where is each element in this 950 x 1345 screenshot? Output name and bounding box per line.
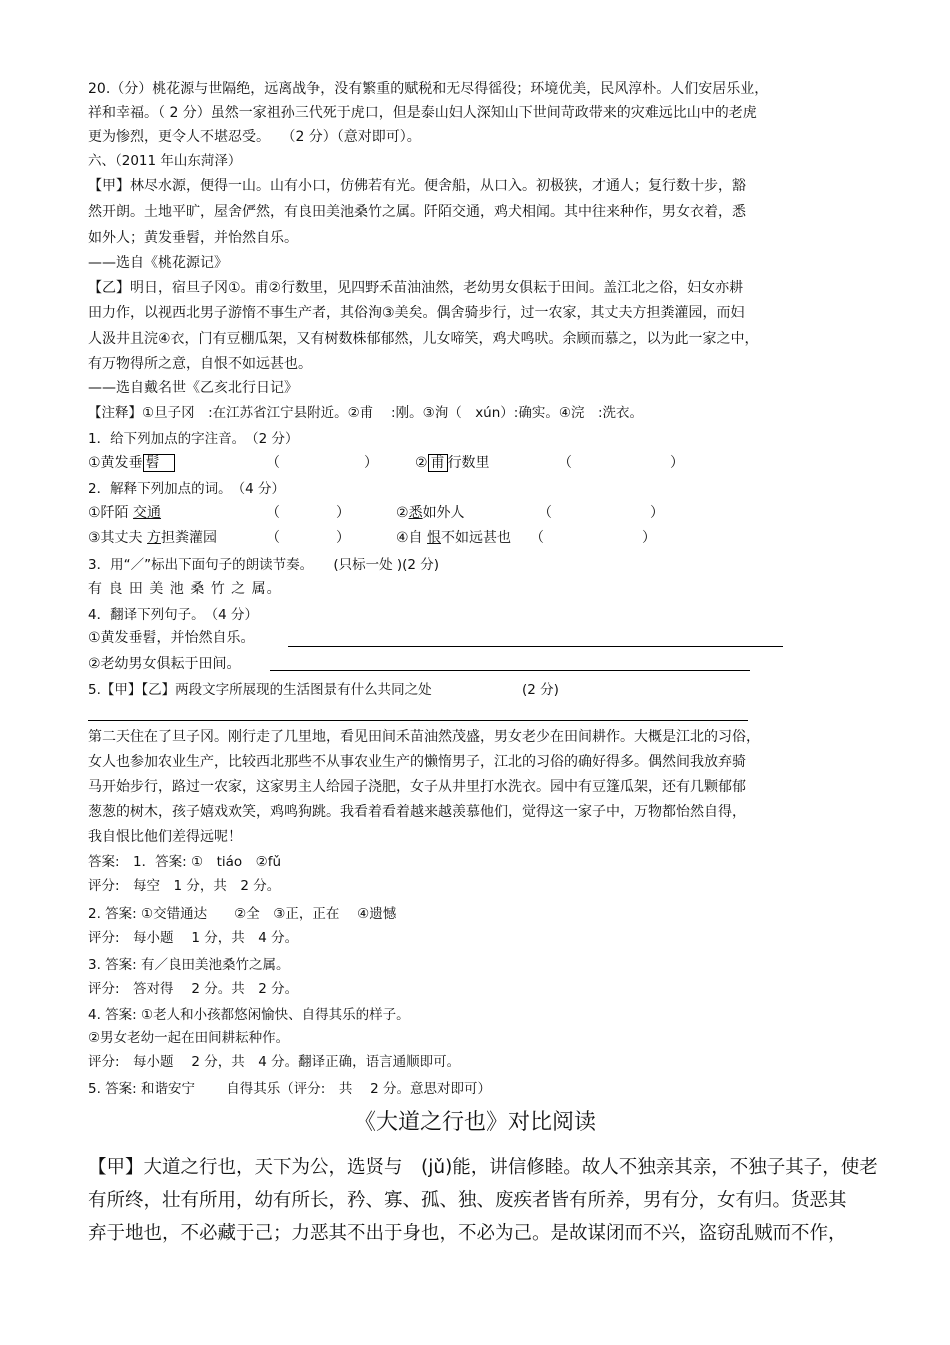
q2-b-prefix: ② — [396, 505, 409, 521]
dadao-line: 【甲】大道之行也，天下为公，选贤与 (jǔ)能，讲信修睦。故人不独亲其亲，不独子其子，使老 — [88, 1157, 878, 1178]
q2-d-answer-blank[interactable]: （ ） — [530, 530, 656, 546]
yi-source: ——选自戴名世《乙亥北行日记》 — [88, 380, 298, 396]
answer-line: 答案: 1．答案: ① tiáo ②fǔ — [88, 854, 282, 870]
answer-line: 3. 答案: 有／良田美池桑竹之属。 — [88, 957, 290, 973]
q1-a-answer-blank[interactable]: （ ） — [266, 455, 378, 471]
q1-item-b — [415, 454, 490, 472]
q3-stem: 3．用“／”标出下面句子的朗读节奏。 (只标一处 )(2 分) — [88, 557, 440, 573]
translation-line: 第二天住在了旦子冈。刚行走了几里地，看见田间禾苗油然茂盛，男女老少在田间耕作。大概是江北的习俗， — [88, 729, 760, 745]
section-heading: 六、（2011 年山东菏泽） — [88, 153, 242, 169]
annotation-note: 【注释】①旦子冈 :在江苏省江宁县附近。②甫 :刚。③洵（ xún）:确实。④浣 :洗衣。 — [88, 405, 643, 421]
q1-b-prefix: ② — [415, 455, 428, 471]
q2-b-answer-blank[interactable]: （ ） — [538, 505, 664, 521]
q1-b-char: 甫 — [428, 454, 448, 472]
q4-a-answer-line[interactable] — [288, 646, 783, 647]
translation-line: 马开始步行，路过一农家，这家男主人给园子浇肥，女子从井里打水洗衣。园中有豆篷瓜架，还有几颗郁郁 — [88, 779, 746, 795]
q2-c-answer-blank[interactable]: （ ） — [266, 530, 350, 546]
dadao-line: 有所终，壮有所用，幼有所长，矜、寡、孤、独、废疾者皆有所养，男有分，女有归。货恶其 — [88, 1190, 847, 1211]
yi-line: 【乙】明日，宿旦子冈①。甫②行数里，见四野禾苗油油然，老幼男女俱耘于田间。盖江北之俗，妇女亦耕 — [88, 280, 744, 296]
dadao-line: 弃于地也，不必藏于己；力恶其不出于身也，不必为己。是故谋闭而不兴，盗窃乱贼而不作， — [88, 1223, 847, 1244]
q2-item-c — [88, 529, 217, 547]
jia-line: 如外人；黄发垂髫，并怡然自乐。 — [88, 230, 298, 246]
q1-a-char: 髫 — [143, 454, 175, 472]
q1-b-suffix: 行数里 — [447, 455, 490, 471]
q4-item-a: ①黄发垂髫，并怡然自乐。 — [88, 630, 255, 646]
q2-item-a — [88, 504, 161, 522]
q2-d-word: 恨 — [427, 530, 442, 546]
q4-stem: 4．翻译下列句子。 （4 分） — [88, 607, 258, 623]
q1-item-a — [88, 454, 175, 472]
jia-source: ——选自《桃花源记》 — [88, 255, 228, 271]
q1-b-answer-blank[interactable]: （ ） — [558, 455, 684, 471]
q4-item-b: ②老幼男女俱耘于田间。 — [88, 656, 241, 672]
answer-line: ②男女老幼一起在田间耕耘种作。 — [88, 1030, 290, 1046]
jia-line: 【甲】林尽水源，便得一山。山有小口，仿佛若有光。便舍船，从口入。初极狭，才通人；复行数十步，豁 — [88, 178, 746, 194]
answer-line: 评分: 每小题 2 分，共 4 分。翻译正确，语言通顺即可。 — [88, 1054, 461, 1070]
q2-d-prefix: ④自 — [396, 530, 428, 546]
q5-stem: 5.【甲】【乙】两段文字所展现的生活图景有什么共同之处 — [88, 682, 432, 698]
q2-c-prefix: ③其丈夫 — [88, 530, 148, 546]
q20-line-3: 更为惨烈，更令人不堪忍受。 （2 分）（意对即可）。 — [88, 129, 421, 145]
yi-line: 田力作，以视西北男子游惰不事生产者，其俗洵③美矣。偶舍骑步行，过一农家，其丈夫方担粪灌园，而妇 — [88, 305, 745, 321]
yi-line: 人汲井且浣④衣，门有豆棚瓜架，又有树数株郁郁然，儿女啼笑，鸡犬鸣吠。余顾而慕之，以为此一家之中， — [88, 331, 759, 347]
q5-points: (2 分) — [522, 682, 559, 698]
q2-c-word: 方 — [147, 530, 162, 546]
answer-line: 评分: 答对得 2 分。共 2 分。 — [88, 981, 299, 997]
q2-stem: 2．解释下列加点的词。 （4 分） — [88, 481, 285, 497]
q2-a-word: 交通 — [133, 505, 162, 521]
section-title: 《大道之行也》对比阅读 — [353, 1110, 596, 1135]
q1-a-prefix: ①黄发垂 — [88, 455, 143, 471]
answer-line: 4. 答案: ①老人和小孩都悠闲愉快、自得其乐的样子。 — [88, 1007, 410, 1023]
q5-answer-line[interactable] — [88, 720, 748, 721]
translation-line: 女人也参加农业生产，比较西北那些不从事农业生产的懒惰男子，江北的习俗的确好得多。偶然间我放弃骑 — [88, 754, 746, 770]
q20-line-2: 祥和幸福。（ 2 分）虽然一家祖孙三代死于虎口，但是泰山妇人深知山下世间苛政带来的灾难远比山中的老虎 — [88, 105, 757, 121]
q3-sentence: 有 良 田 美 池 桑 竹 之 属。 — [88, 581, 282, 597]
q2-d-suffix: 不如远甚也 — [441, 530, 512, 546]
jia-line: 然开朗。土地平旷，屋舍俨然，有良田美池桑竹之属。阡陌交通，鸡犬相闻。其中往来种作，男女衣着，悉 — [88, 204, 746, 220]
q2-b-word: 悉 — [408, 505, 423, 521]
q20-line-1: 20.（分）桃花源与世隔绝，远离战争，没有繁重的赋税和无尽得徭役；环境优美，民风淳朴。人们安居乐业， — [88, 81, 769, 97]
answer-line: 评分: 每空 1 分，共 2 分。 — [88, 878, 281, 894]
translation-line: 葱葱的树木，孩子嬉戏欢笑，鸡鸣狗跳。我看着看着越来越羡慕他们，觉得这一家子中，万物都怡然自得， — [88, 804, 746, 820]
q2-c-suffix: 担粪灌园 — [161, 530, 218, 546]
translation-line: 我自恨比他们差得远呢！ — [88, 829, 242, 845]
q1-stem: 1．给下列加点的字注音。 （2 分） — [88, 431, 299, 447]
answer-line: 5. 答案: 和谐安宁 自得其乐（评分: 共 2 分。意思对即可） — [88, 1081, 492, 1097]
q2-b-suffix: 如外人 — [422, 505, 465, 521]
q2-item-d — [396, 529, 511, 547]
q4-b-answer-line[interactable] — [270, 670, 750, 671]
q2-a-answer-blank[interactable]: （ ） — [266, 505, 350, 521]
yi-line: 有万物得所之意，自恨不如远甚也。 — [88, 356, 312, 372]
q2-item-b — [396, 504, 465, 522]
q2-a-prefix: ①阡陌 — [88, 505, 134, 521]
answer-line: 评分: 每小题 1 分，共 4 分。 — [88, 930, 299, 946]
answer-line: 2. 答案: ①交错通达 ②全 ③正，正在 ④遗憾 — [88, 906, 397, 922]
